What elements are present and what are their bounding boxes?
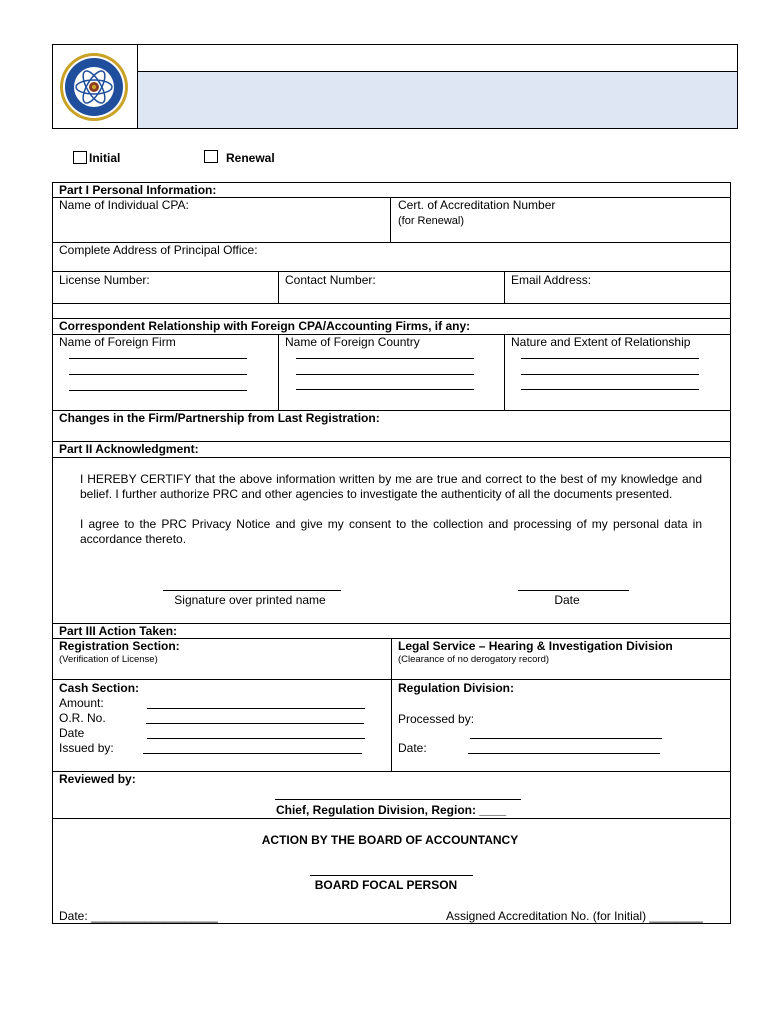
certify-paragraph: I HEREBY CERTIFY that the above information written by me are true and correct to the best of my knowledge and belief. I further authorize PRC and other agencies to investigate the authenticity of all the documents presented. (80, 472, 702, 501)
signature-date-line[interactable] (518, 590, 629, 591)
processed-by-label: Processed by: (398, 712, 475, 726)
col-line (504, 271, 505, 303)
row-line (52, 771, 731, 772)
initial-checkbox[interactable] (73, 151, 87, 164)
header-title-row2 (138, 72, 737, 128)
cash-date-label: Date (59, 726, 85, 740)
focal-person-line[interactable] (310, 875, 473, 876)
reviewed-by-label: Reviewed by: (59, 772, 136, 786)
legal-service-label: Legal Service – Hearing & Investigation Division (398, 639, 673, 653)
foreign-country-line[interactable] (296, 374, 474, 375)
chief-label: Chief, Regulation Division, Region: ____ (275, 803, 507, 817)
registration-section-label: Registration Section: (59, 639, 180, 653)
address-field[interactable] (54, 257, 729, 269)
row-line (52, 818, 731, 819)
foreign-firm-line[interactable] (69, 358, 247, 359)
cash-section-label: Cash Section: (59, 681, 140, 695)
correspondent-heading: Correspondent Relationship with Foreign CPA/Accounting Firms, if any: (59, 319, 471, 333)
license-number-label: License Number: (59, 273, 150, 287)
relationship-header: Nature and Extent of Relationship (511, 335, 691, 349)
signature-date-label: Date (554, 593, 580, 607)
part1-heading: Part I Personal Information: (59, 183, 217, 197)
relationship-line[interactable] (521, 374, 699, 375)
legal-note: (Clearance of no derogatory record) (398, 654, 550, 665)
or-no-label: O.R. No. (59, 711, 106, 725)
cert-number-field[interactable] (393, 228, 729, 240)
col-line (278, 334, 279, 410)
col-line (391, 638, 392, 771)
changes-field[interactable] (54, 426, 729, 439)
foreign-country-header: Name of Foreign Country (285, 335, 420, 349)
license-number-field[interactable] (54, 288, 276, 301)
foreign-country-line[interactable] (296, 389, 474, 390)
regulation-date-line[interactable] (468, 753, 660, 754)
amount-label: Amount: (59, 696, 104, 710)
contact-number-field[interactable] (280, 288, 502, 301)
col-line (390, 197, 391, 242)
signature-label: Signature over printed name (174, 593, 326, 607)
cash-date-line[interactable] (147, 738, 365, 739)
board-date-label[interactable]: Date: ___________________ (59, 909, 218, 923)
board-heading: ACTION BY THE BOARD OF ACCOUNTANCY (261, 833, 519, 847)
contact-number-label: Contact Number: (285, 273, 376, 287)
issued-by-line[interactable] (143, 753, 362, 754)
signature-line[interactable] (163, 590, 341, 591)
issued-by-label: Issued by: (59, 741, 114, 755)
address-label: Complete Address of Principal Office: (59, 243, 258, 257)
relationship-line[interactable] (521, 389, 699, 390)
processed-by-line[interactable] (470, 738, 662, 739)
cpa-name-field[interactable] (54, 212, 388, 240)
initial-label: Initial (89, 151, 121, 165)
changes-heading: Changes in the Firm/Partnership from Last Registration: (59, 411, 380, 425)
foreign-country-line[interactable] (296, 358, 474, 359)
email-address-field[interactable] (506, 288, 729, 301)
privacy-paragraph: I agree to the PRC Privacy Notice and give my consent to the collection and processing of my personal data in accordance thereto. (80, 517, 702, 546)
prc-logo (55, 51, 133, 123)
renewal-label: Renewal (226, 151, 275, 165)
reviewed-by-line[interactable] (275, 799, 521, 800)
cert-renewal-note: (for Renewal) (398, 215, 465, 227)
email-address-label: Email Address: (511, 273, 592, 287)
row-line (52, 457, 731, 458)
regulation-date-label: Date: (398, 741, 427, 755)
relationship-line[interactable] (521, 358, 699, 359)
or-no-line[interactable] (146, 723, 364, 724)
cert-accreditation-label: Cert. of Accreditation Number (398, 198, 556, 212)
header-title-row1 (138, 45, 737, 71)
registration-note: (Verification of License) (59, 654, 158, 665)
cpa-name-label: Name of Individual CPA: (59, 198, 189, 212)
focal-person-label: BOARD FOCAL PERSON (314, 878, 458, 892)
renewal-checkbox[interactable] (204, 150, 218, 163)
col-line (278, 271, 279, 303)
foreign-firm-line[interactable] (69, 374, 247, 375)
foreign-firm-line[interactable] (69, 390, 247, 391)
row-line (52, 303, 731, 304)
part3-heading: Part III Action Taken: (59, 624, 178, 638)
part2-heading: Part II Acknowledgment: (59, 442, 199, 456)
amount-line[interactable] (147, 708, 365, 709)
row-line (52, 271, 731, 272)
assigned-accreditation-label[interactable]: Assigned Accreditation No. (for Initial) ________ (446, 909, 703, 923)
regulation-division-label: Regulation Division: (398, 681, 515, 695)
foreign-firm-header: Name of Foreign Firm (59, 335, 176, 349)
col-line (504, 334, 505, 410)
